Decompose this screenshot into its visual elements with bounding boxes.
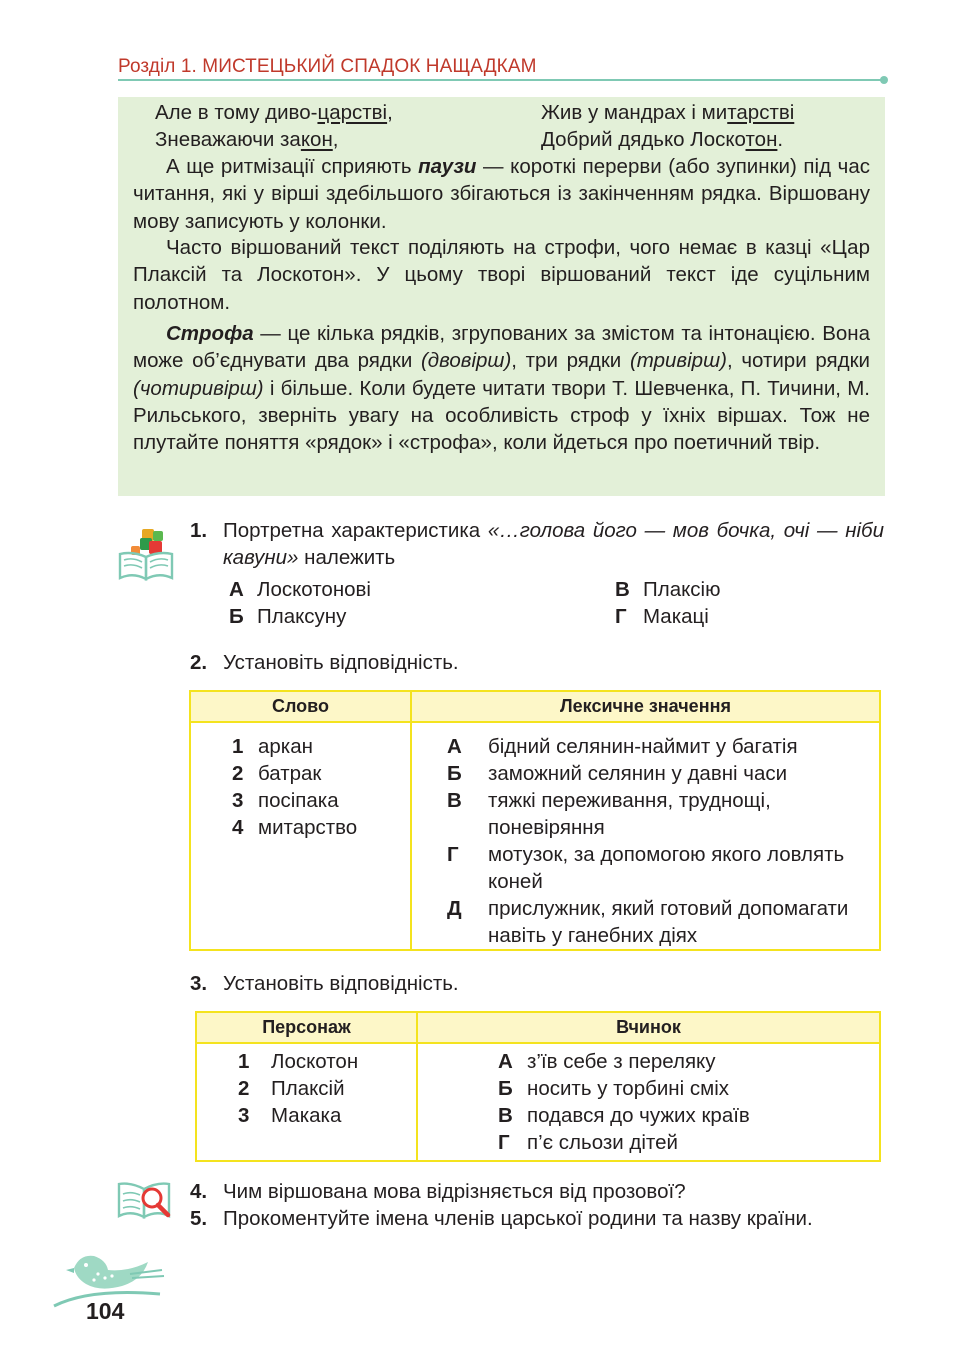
paragraph-stanzas: Часто віршований текст поділяють на строфи, чого немає в казці «Цар Плаксій та Лоскотон». У цьому творі віршований текст іде суцільним полотном. <box>133 236 870 314</box>
list-item: Г мотузок, за допомогою якого ловлять коней <box>447 843 845 893</box>
paragraph-pauses: А ще ритмізації сприяють паузи — короткі перерви (або зупинки) під час читання, які у вірші здебільшого збігаються із закінченням рядка. Віршовану мову записують у колонки. <box>133 155 870 233</box>
question-1-text: Портретна характеристика «…голова його — мов бочка, очі — ніби кавуни» належить <box>223 519 884 569</box>
list-item: Б заможний селянин у давні часи <box>447 762 788 785</box>
book-magnifier-icon <box>116 1178 176 1224</box>
matching-table-characters <box>195 1011 881 1162</box>
poem-line-1-right: Жив у мандрах і митарстві <box>541 101 795 124</box>
list-item: А бідний селянин-наймит у багатія <box>447 735 798 758</box>
list-item: 3 посіпака <box>232 789 339 812</box>
list-item: 2 батрак <box>232 762 322 785</box>
header-rule-dot <box>880 76 888 84</box>
question-5-text: Прокоментуйте імена членів царської родини та назву країни. <box>223 1207 813 1230</box>
page-number: 104 <box>86 1298 125 1324</box>
question-2-text: Установіть відповідність. <box>223 651 459 674</box>
table-header-character: Персонаж <box>196 1012 417 1043</box>
q1-option-v[interactable]: В Плаксію <box>615 578 721 601</box>
book-blocks-icon <box>116 524 178 586</box>
list-item: 2 Плаксій <box>238 1077 345 1100</box>
poem-line-2-right: Добрий дядько Лоскотон. <box>541 128 784 151</box>
question-3-number: 3. <box>190 972 208 995</box>
list-item: 1 Лоскотон <box>238 1050 359 1073</box>
question-5-number: 5. <box>190 1207 208 1230</box>
list-item: Д прислужник, який готовий допомагати навіть у ганебних діях <box>447 897 849 947</box>
list-item: Б носить у торбині сміх <box>498 1077 730 1100</box>
table-header-meaning: Лексичне значення <box>411 691 880 722</box>
list-item: 1 аркан <box>232 735 313 758</box>
word-list <box>190 722 411 950</box>
action-list <box>417 1043 880 1161</box>
q1-option-b[interactable]: Б Плаксуну <box>229 605 347 628</box>
table-header-action: Вчинок <box>417 1012 880 1043</box>
meaning-list <box>411 722 880 950</box>
list-item: В тяжкі переживання, труднощі, поневіряння <box>447 789 771 839</box>
matching-table-words <box>189 690 881 951</box>
list-item: Г п’є сльози дітей <box>498 1131 678 1154</box>
question-4-text: Чим віршована мова відрізняється від прозової? <box>223 1180 686 1203</box>
section-title: Розділ 1. МИСТЕЦЬКИЙ СПАДОК НАЩАДКАМ <box>118 56 537 77</box>
list-item: 3 Макака <box>238 1104 342 1127</box>
list-item: А з’їв себе з переляку <box>498 1050 716 1073</box>
poem-line-2-left: Зневажаючи закон, <box>155 128 339 151</box>
table-header-word: Слово <box>190 691 411 722</box>
poem-line-1-left: Але в тому диво-царстві, <box>155 101 393 124</box>
header-rule <box>118 79 884 81</box>
question-2-number: 2. <box>190 651 208 674</box>
question-1-number: 1. <box>190 519 208 542</box>
running-header <box>118 54 888 84</box>
q1-option-a[interactable]: А Лоскотонові <box>229 578 371 601</box>
character-list <box>196 1043 417 1161</box>
list-item: 4 митарство <box>232 816 358 839</box>
question-3-text: Установіть відповідність. <box>223 972 459 995</box>
list-item: В подався до чужих країв <box>498 1104 750 1127</box>
q1-option-g[interactable]: Г Макаці <box>615 605 709 628</box>
paragraph-strophe-definition: Строфа — це кілька рядків, згрупованих за змістом та інтонацією. Вона може об’єднувати два рядки (двовірш), три рядки (тривірш), чотири рядки (чотиривірш) і більше. Коли будете читати твори Т. Шевченка, П. Тичини, М. Рильського, зверніть увагу на особливість строф у їхніх віршах. Тож не плутайте поняття «рядок» і «строфа», коли йдеться про поетичний твір. <box>133 322 870 455</box>
question-4-number: 4. <box>190 1180 208 1203</box>
